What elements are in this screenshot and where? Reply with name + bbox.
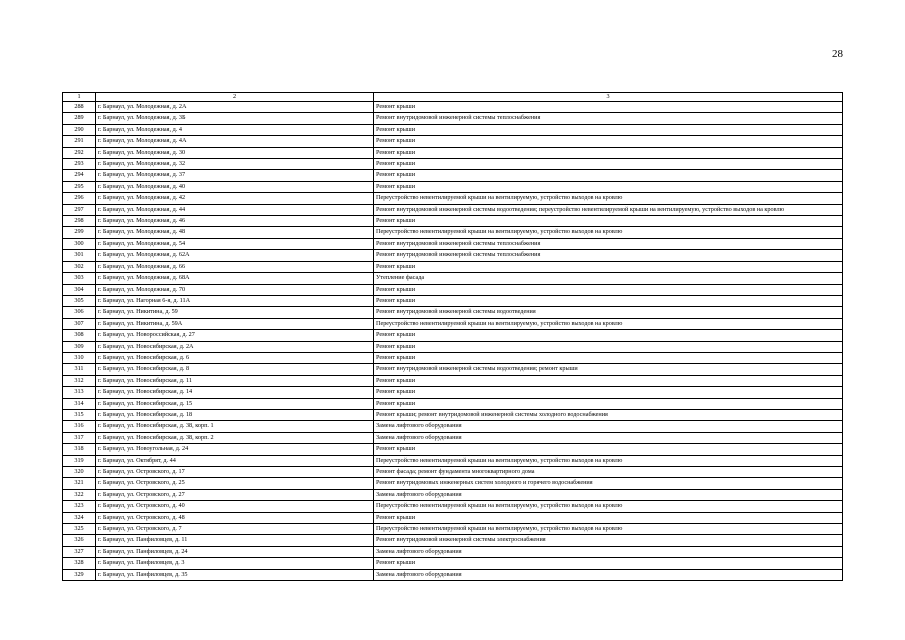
table-header-row bbox=[63, 93, 843, 102]
table-row bbox=[63, 489, 843, 500]
row-work-type: Ремонт крыши bbox=[374, 341, 843, 352]
row-number: 294 bbox=[63, 170, 96, 181]
row-number: 292 bbox=[63, 147, 96, 158]
row-address: г. Барнаул, ул. Молодежная, д. 37 bbox=[96, 170, 374, 181]
row-address: г. Барнаул, ул. Молодежная, д. 42 bbox=[96, 193, 374, 204]
table-row bbox=[63, 216, 843, 227]
row-number: 293 bbox=[63, 159, 96, 170]
row-address: г. Барнаул, ул. Молодежная, д. 48 bbox=[96, 227, 374, 238]
table-row bbox=[63, 467, 843, 478]
row-work-type: Ремонт крыши bbox=[374, 558, 843, 569]
row-work-type: Ремонт крыши bbox=[374, 159, 843, 170]
row-work-type: Замена лифтового оборудования bbox=[374, 569, 843, 580]
row-work-type: Ремонт крыши; ремонт внутридомовой инженерной системы холодного водоснабжения bbox=[374, 409, 843, 420]
row-work-type: Переустройство невентилируемой крыши на вентилируемую, устройство выходов на кровлю bbox=[374, 501, 843, 512]
row-number: 304 bbox=[63, 284, 96, 295]
table-row bbox=[63, 352, 843, 363]
row-address: г. Барнаул, ул. Новосибирская, д. 38, корп. 2 bbox=[96, 432, 374, 443]
row-number: 315 bbox=[63, 409, 96, 420]
row-work-type: Ремонт крыши bbox=[374, 284, 843, 295]
row-address: г. Барнаул, ул. Молодежная, д. 66 bbox=[96, 261, 374, 272]
row-address: г. Барнаул, ул. Островского, д. 40 bbox=[96, 501, 374, 512]
row-address: г. Барнаул, ул. Панфиловцев, д. 24 bbox=[96, 546, 374, 557]
row-address: г. Барнаул, ул. Новосибирская, д. 18 bbox=[96, 409, 374, 420]
row-number: 312 bbox=[63, 375, 96, 386]
row-address: г. Барнаул, ул. Новосибирская, д. 2А bbox=[96, 341, 374, 352]
row-number: 289 bbox=[63, 113, 96, 124]
table-row bbox=[63, 250, 843, 261]
header-col-2: 2 bbox=[96, 93, 374, 102]
row-work-type: Замена лифтового оборудования bbox=[374, 489, 843, 500]
row-work-type: Ремонт крыши bbox=[374, 170, 843, 181]
row-address: г. Барнаул, ул. Панфиловцев, д. 11 bbox=[96, 535, 374, 546]
row-address: г. Барнаул, ул. Молодежная, д. 4 bbox=[96, 124, 374, 135]
row-number: 313 bbox=[63, 387, 96, 398]
table-row bbox=[63, 318, 843, 329]
row-number: 308 bbox=[63, 330, 96, 341]
table-row bbox=[63, 273, 843, 284]
table-row bbox=[63, 341, 843, 352]
row-address: г. Барнаул, ул. Островского, д. 48 bbox=[96, 512, 374, 523]
row-work-type: Переустройство невентилируемой крыши на вентилируемую, устройство выходов на кровлю bbox=[374, 455, 843, 466]
row-number: 288 bbox=[63, 102, 96, 113]
row-work-type: Замена лифтового оборудования bbox=[374, 546, 843, 557]
row-number: 311 bbox=[63, 364, 96, 375]
row-work-type: Ремонт крыши bbox=[374, 512, 843, 523]
row-work-type: Ремонт внутридомовой инженерной системы водоотведения bbox=[374, 307, 843, 318]
row-work-type: Утепление фасада bbox=[374, 273, 843, 284]
row-address: г. Барнаул, ул. Новосибирская, д. 15 bbox=[96, 398, 374, 409]
row-work-type: Ремонт внутридомовой инженерной системы водоотведения; ремонт крыши bbox=[374, 364, 843, 375]
row-number: 314 bbox=[63, 398, 96, 409]
row-address: г. Барнаул, ул. Молодежная, д. 40 bbox=[96, 181, 374, 192]
row-number: 317 bbox=[63, 432, 96, 443]
row-address: г. Барнаул, ул. Островского, д. 25 bbox=[96, 478, 374, 489]
table-row bbox=[63, 455, 843, 466]
row-work-type: Ремонт крыши bbox=[374, 102, 843, 113]
row-number: 306 bbox=[63, 307, 96, 318]
table-row bbox=[63, 261, 843, 272]
table-row bbox=[63, 193, 843, 204]
row-work-type: Ремонт внутридомовой инженерной системы электроснабжения bbox=[374, 535, 843, 546]
row-address: г. Барнаул, ул. Октябрят, д. 44 bbox=[96, 455, 374, 466]
table-row bbox=[63, 170, 843, 181]
row-address: г. Барнаул, ул. Новосибирская, д. 38, корп. 1 bbox=[96, 421, 374, 432]
row-work-type: Ремонт крыши bbox=[374, 181, 843, 192]
row-number: 303 bbox=[63, 273, 96, 284]
table-row bbox=[63, 432, 843, 443]
table-row bbox=[63, 569, 843, 580]
row-number: 321 bbox=[63, 478, 96, 489]
table-row bbox=[63, 512, 843, 523]
row-address: г. Барнаул, ул. Молодежная, д. 70 bbox=[96, 284, 374, 295]
row-address: г. Барнаул, ул. Никитина, д. 59А bbox=[96, 318, 374, 329]
table-row bbox=[63, 421, 843, 432]
table-row bbox=[63, 181, 843, 192]
row-work-type: Ремонт крыши bbox=[374, 387, 843, 398]
row-number: 299 bbox=[63, 227, 96, 238]
row-work-type: Переустройство невентилируемой крыши на вентилируемую, устройство выходов на кровлю bbox=[374, 524, 843, 535]
table-row bbox=[63, 535, 843, 546]
row-number: 319 bbox=[63, 455, 96, 466]
row-number: 328 bbox=[63, 558, 96, 569]
row-address: г. Барнаул, ул. Молодежная, д. 54 bbox=[96, 238, 374, 249]
row-work-type: Ремонт крыши bbox=[374, 136, 843, 147]
row-number: 291 bbox=[63, 136, 96, 147]
row-number: 307 bbox=[63, 318, 96, 329]
row-number: 290 bbox=[63, 124, 96, 135]
row-address: г. Барнаул, ул. Молодежная, д. 68А bbox=[96, 273, 374, 284]
table-row bbox=[63, 227, 843, 238]
table-row bbox=[63, 375, 843, 386]
row-number: 295 bbox=[63, 181, 96, 192]
row-address: г. Барнаул, ул. Молодежная, д. 2А bbox=[96, 102, 374, 113]
table-row bbox=[63, 159, 843, 170]
table-row bbox=[63, 136, 843, 147]
table-row bbox=[63, 444, 843, 455]
table-row bbox=[63, 524, 843, 535]
row-work-type: Ремонт внутридомовой инженерной системы теплоснабжения bbox=[374, 250, 843, 261]
row-address: г. Барнаул, ул. Панфиловцев, д. 3 bbox=[96, 558, 374, 569]
table-row bbox=[63, 478, 843, 489]
row-number: 309 bbox=[63, 341, 96, 352]
table-row bbox=[63, 295, 843, 306]
table-row bbox=[63, 124, 843, 135]
table-row bbox=[63, 238, 843, 249]
row-number: 297 bbox=[63, 204, 96, 215]
row-address: г. Барнаул, ул. Новосибирская, д. 11 bbox=[96, 375, 374, 386]
row-number: 324 bbox=[63, 512, 96, 523]
table-row bbox=[63, 147, 843, 158]
row-work-type: Ремонт фасада; ремонт фундамента многоквартирного дома bbox=[374, 467, 843, 478]
table-row bbox=[63, 330, 843, 341]
row-address: г. Барнаул, ул. Панфиловцев, д. 35 bbox=[96, 569, 374, 580]
row-work-type: Ремонт крыши bbox=[374, 375, 843, 386]
header-col-1: 1 bbox=[63, 93, 96, 102]
row-work-type: Ремонт крыши bbox=[374, 295, 843, 306]
row-address: г. Барнаул, ул. Молодежная, д. 44 bbox=[96, 204, 374, 215]
row-address: г. Барнаул, ул. Молодежная, д. 3Б bbox=[96, 113, 374, 124]
row-work-type: Переустройство невентилируемой крыши на вентилируемую, устройство выходов на кровлю bbox=[374, 193, 843, 204]
row-work-type: Ремонт крыши bbox=[374, 261, 843, 272]
row-work-type: Ремонт крыши bbox=[374, 398, 843, 409]
row-address: г. Барнаул, ул. Молодежная, д. 30 bbox=[96, 147, 374, 158]
row-work-type: Замена лифтового оборудования bbox=[374, 421, 843, 432]
page-number: 28 bbox=[832, 48, 843, 60]
row-work-type: Ремонт крыши bbox=[374, 444, 843, 455]
table-row bbox=[63, 558, 843, 569]
row-address: г. Барнаул, ул. Новоугольная, д. 24 bbox=[96, 444, 374, 455]
row-work-type: Ремонт крыши bbox=[374, 352, 843, 363]
table-row bbox=[63, 364, 843, 375]
row-address: г. Барнаул, ул. Островского, д. 27 bbox=[96, 489, 374, 500]
table-row bbox=[63, 409, 843, 420]
row-work-type: Ремонт внутридомовой инженерной системы теплоснабжения bbox=[374, 113, 843, 124]
row-address: г. Барнаул, ул. Нагорная 6-я, д. 11А bbox=[96, 295, 374, 306]
row-work-type: Ремонт крыши bbox=[374, 147, 843, 158]
row-work-type: Ремонт внутридомовой инженерной системы водоотведения; переустройство невентилируемой крыши на вентилируемую, устройство выходов на кровлю bbox=[374, 204, 843, 215]
row-number: 301 bbox=[63, 250, 96, 261]
row-number: 329 bbox=[63, 569, 96, 580]
row-number: 302 bbox=[63, 261, 96, 272]
table-row bbox=[63, 546, 843, 557]
row-number: 318 bbox=[63, 444, 96, 455]
table-row bbox=[63, 204, 843, 215]
row-address: г. Барнаул, ул. Новосибирская, д. 8 bbox=[96, 364, 374, 375]
row-number: 323 bbox=[63, 501, 96, 512]
header-col-3: 3 bbox=[374, 93, 843, 102]
row-address: г. Барнаул, ул. Молодежная, д. 4А bbox=[96, 136, 374, 147]
row-number: 327 bbox=[63, 546, 96, 557]
row-number: 296 bbox=[63, 193, 96, 204]
row-work-type: Ремонт крыши bbox=[374, 124, 843, 135]
table-row bbox=[63, 387, 843, 398]
table-row bbox=[63, 307, 843, 318]
row-work-type: Ремонт крыши bbox=[374, 216, 843, 227]
row-work-type: Переустройство невентилируемой крыши на вентилируемую, устройство выходов на кровлю bbox=[374, 227, 843, 238]
repair-table bbox=[62, 92, 843, 581]
table-row bbox=[63, 284, 843, 295]
row-work-type: Ремонт крыши bbox=[374, 330, 843, 341]
row-number: 320 bbox=[63, 467, 96, 478]
row-address: г. Барнаул, ул. Новосибирская, д. 14 bbox=[96, 387, 374, 398]
row-address: г. Барнаул, ул. Молодежная, д. 62А bbox=[96, 250, 374, 261]
row-number: 316 bbox=[63, 421, 96, 432]
table-row bbox=[63, 102, 843, 113]
row-work-type: Ремонт внутридомовых инженерных систем холодного и горячего водоснабжения bbox=[374, 478, 843, 489]
row-number: 305 bbox=[63, 295, 96, 306]
row-number: 322 bbox=[63, 489, 96, 500]
row-work-type: Замена лифтового оборудования bbox=[374, 432, 843, 443]
row-number: 300 bbox=[63, 238, 96, 249]
table-row bbox=[63, 501, 843, 512]
row-address: г. Барнаул, ул. Молодежная, д. 46 bbox=[96, 216, 374, 227]
row-address: г. Барнаул, ул. Островского, д. 17 bbox=[96, 467, 374, 478]
row-address: г. Барнаул, ул. Новороссийская, д. 27 bbox=[96, 330, 374, 341]
row-address: г. Барнаул, ул. Островского, д. 7 bbox=[96, 524, 374, 535]
row-work-type: Переустройство невентилируемой крыши на вентилируемую, устройство выходов на кровлю bbox=[374, 318, 843, 329]
row-number: 325 bbox=[63, 524, 96, 535]
table-row bbox=[63, 398, 843, 409]
row-work-type: Ремонт внутридомовой инженерной системы теплоснабжения bbox=[374, 238, 843, 249]
row-number: 310 bbox=[63, 352, 96, 363]
row-address: г. Барнаул, ул. Молодежная, д. 32 bbox=[96, 159, 374, 170]
row-address: г. Барнаул, ул. Никитина, д. 59 bbox=[96, 307, 374, 318]
table-row bbox=[63, 113, 843, 124]
row-number: 326 bbox=[63, 535, 96, 546]
row-number: 298 bbox=[63, 216, 96, 227]
table-body bbox=[63, 102, 843, 581]
row-address: г. Барнаул, ул. Новосибирская, д. 6 bbox=[96, 352, 374, 363]
